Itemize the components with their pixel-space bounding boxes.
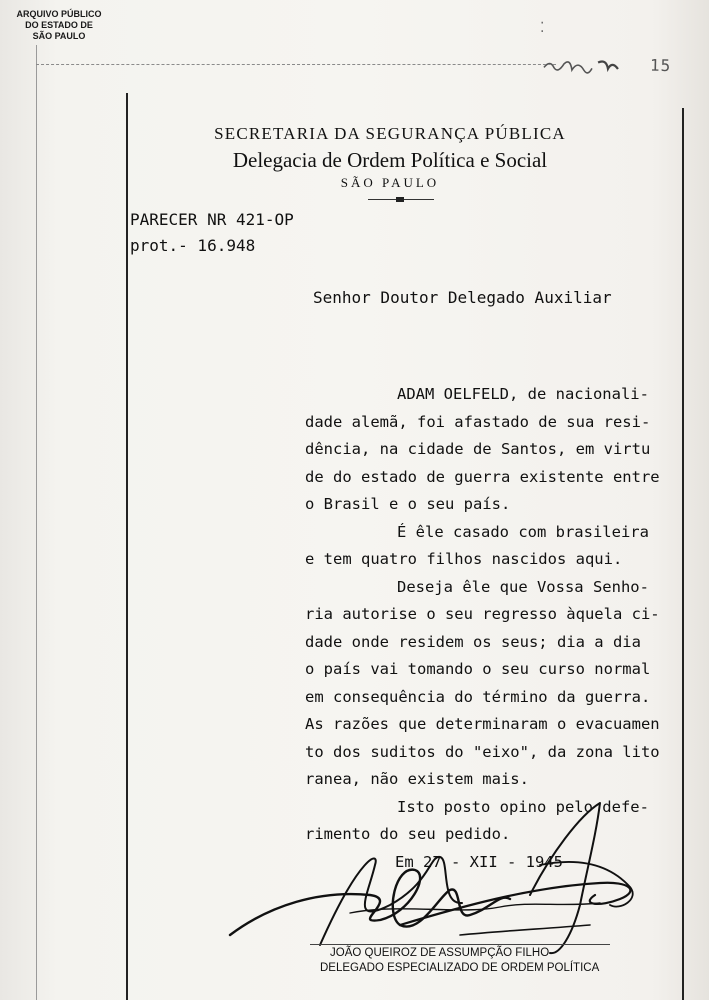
archive-stamp xyxy=(6,9,112,42)
page-number: 15 xyxy=(649,55,672,76)
body-line: dade onde residem os seus; dia a dia xyxy=(305,632,641,651)
body-line: As razões que determinaram o evacuamen xyxy=(305,715,660,733)
body-line: É êle casado com brasileira xyxy=(397,522,649,541)
signature-block xyxy=(320,946,599,976)
letterhead-rule-ornament xyxy=(396,197,404,202)
body-line: ranea, não existem mais. xyxy=(305,770,529,788)
body-line: Deseja êle que Vossa Senho- xyxy=(397,577,649,596)
signatory-name: JOÃO QUEIROZ DE ASSUMPÇÃO FILHO xyxy=(330,947,550,959)
corner-ink-mark: ⁚ xyxy=(540,20,545,36)
signatory-title: DELEGADO ESPECIALIZADO DE ORDEM POLÍTICA xyxy=(320,962,600,974)
body-line: dade alemã, foi afastado de sua resi- xyxy=(305,412,651,431)
parecer-number: PARECER NR 421-OP xyxy=(130,210,294,229)
fold-line-left xyxy=(36,45,37,1000)
letterhead-secretaria: SECRETARIA DA SEGURANÇA PÚBLICA xyxy=(214,124,566,143)
body-line: e tem quatro filhos nascidos aqui. xyxy=(305,550,623,568)
archive-stamp-line: ARQUIVO PÚBLICO xyxy=(16,9,102,19)
fold-line-top xyxy=(36,64,556,65)
date-line: Em 27 - XII - 1945 xyxy=(395,852,563,871)
body-line: de do estado de guerra existente entre xyxy=(305,467,660,486)
salutation: Senhor Doutor Delegado Auxiliar xyxy=(313,288,612,307)
archive-stamp-line: DO ESTADO DE xyxy=(25,20,93,30)
body-line: em consequência do término da guerra. xyxy=(305,687,651,706)
body-line: ADAM OELFELD, de nacionali- xyxy=(397,385,649,403)
handwritten-signature xyxy=(200,795,670,955)
handwritten-note-icon xyxy=(540,53,640,77)
body-line: o país vai tomando o seu curso normal xyxy=(305,660,651,678)
protocol-number: prot.- 16.948 xyxy=(130,236,256,255)
body-line: o Brasil e o seu país. xyxy=(305,495,511,513)
body-line: Isto posto opino pelo defe- xyxy=(397,797,649,816)
body-line: to dos suditos do "eixo", da zona lito xyxy=(305,742,660,761)
body-line: dência, na cidade de Santos, em virtu xyxy=(305,440,651,458)
signature-line xyxy=(310,944,610,945)
body-line: ria autorise o seu regresso àquela ci- xyxy=(305,605,660,623)
margin-line-left xyxy=(126,93,128,1000)
body-line: rimento do seu pedido. xyxy=(305,825,511,843)
letterhead-delegacia: Delegacia de Ordem Política e Social xyxy=(232,148,548,172)
corner-page-number xyxy=(540,53,700,80)
letterhead-city: SÃO PAULO xyxy=(340,175,440,190)
archive-stamp-line: SÃO PAULO xyxy=(32,31,86,41)
